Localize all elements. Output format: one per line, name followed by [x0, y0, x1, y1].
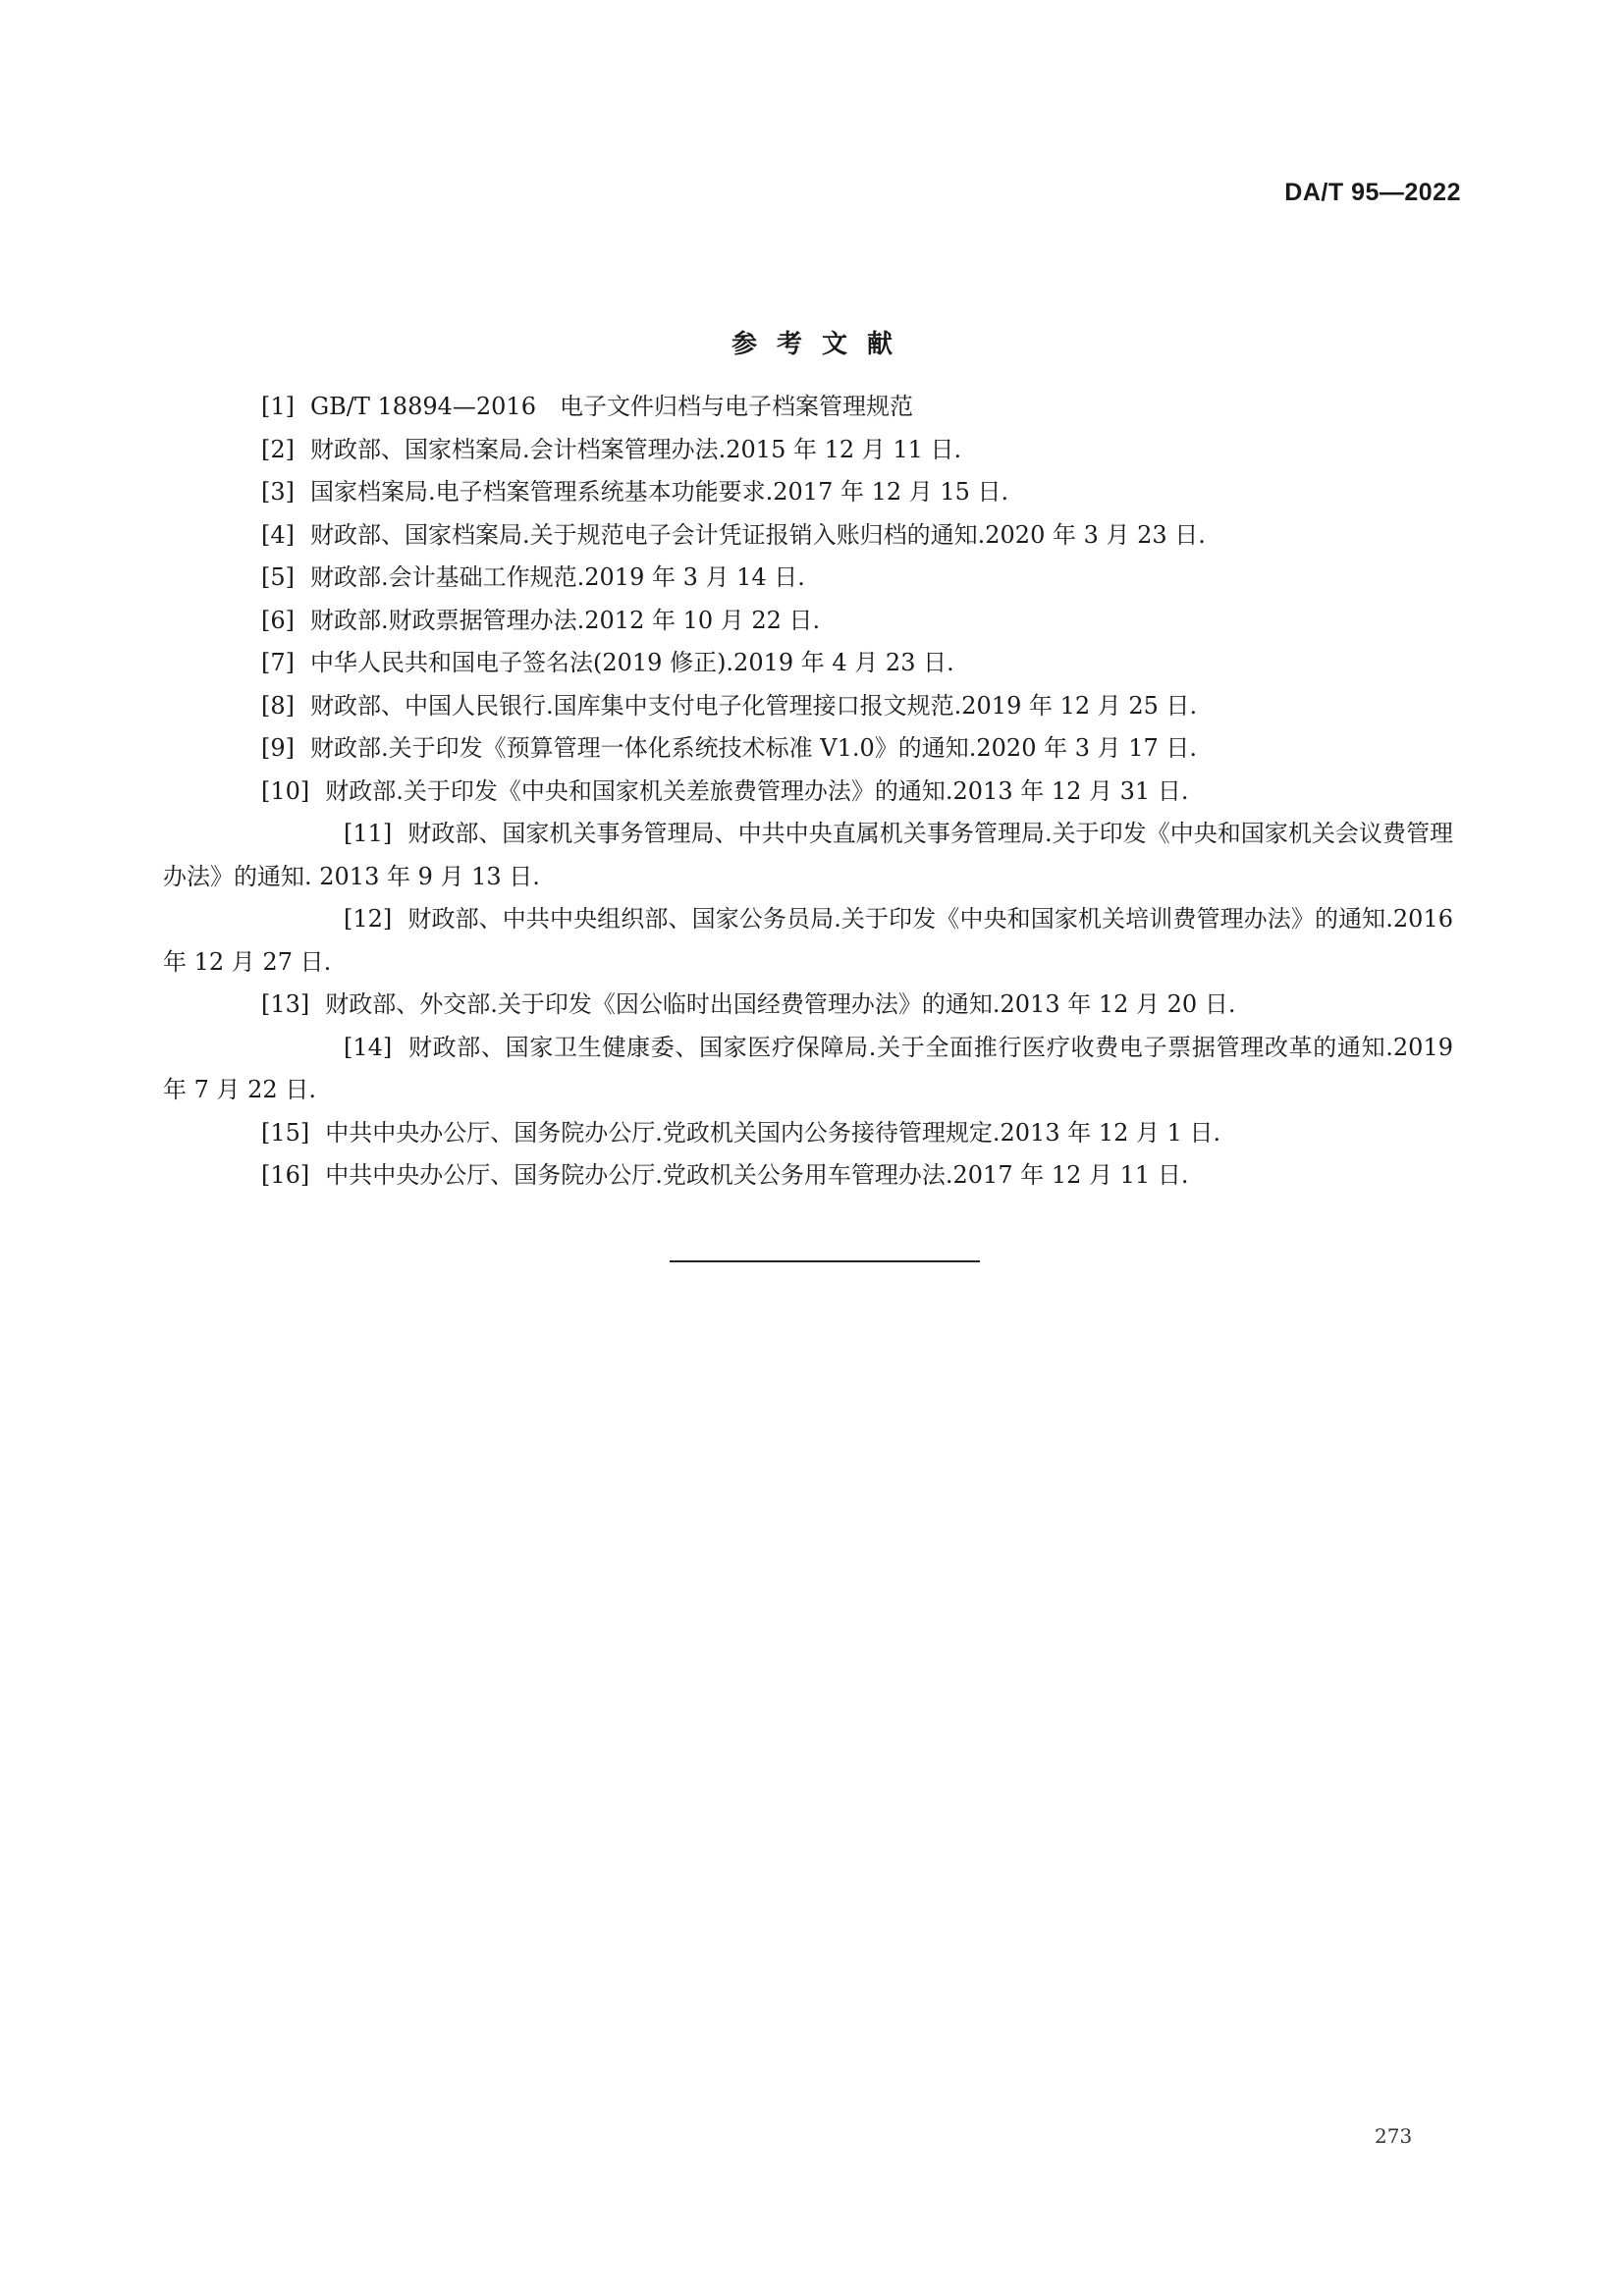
reference-number: [9]	[261, 734, 295, 762]
reference-item	[245, 600, 1453, 643]
section-title: 参考文献	[731, 330, 912, 359]
reference-item	[163, 813, 1453, 898]
reference-text: 中华人民共和国电子签名法(2019 修正).2019 年 4 月 23 日.	[310, 649, 954, 676]
reference-item	[245, 471, 1453, 514]
reference-text: 财政部.财政票据管理办法.2012 年 10 月 22 日.	[310, 606, 821, 634]
reference-text: 中共中央办公厅、国务院办公厅.党政机关公务用车管理办法.2017 年 12 月 11 日.	[325, 1161, 1189, 1189]
reference-number: [11]	[344, 820, 393, 847]
reference-text: 财政部、中国人民银行.国库集中支付电子化管理接口报文规范.2019 年 12 月 25 日.	[310, 691, 1198, 720]
reference-item	[163, 898, 1453, 984]
reference-number: [4]	[261, 520, 295, 549]
reference-number: [7]	[261, 649, 295, 676]
reference-number: [3]	[261, 478, 295, 506]
reference-item	[245, 984, 1453, 1027]
page-number: 273	[1375, 2124, 1413, 2148]
reference-item	[245, 429, 1453, 472]
reference-text: 国家档案局.电子档案管理系统基本功能要求.2017 年 12 月 15 日.	[310, 478, 1009, 506]
reference-item	[245, 727, 1453, 771]
reference-text: 财政部、中共中央组织部、国家公务员局.关于印发《中央和国家机关培训费管理办法》的通知.2016 年 12 月 27 日.	[163, 905, 1453, 976]
reference-item	[245, 557, 1453, 600]
reference-text: GB/T 18894—2016 电子文件归档与电子档案管理规范	[310, 393, 913, 420]
reference-number: [14]	[344, 1033, 393, 1061]
reference-number: [12]	[344, 905, 393, 933]
reference-number: [13]	[261, 990, 310, 1018]
standard-code: DA/T 95—2022	[1284, 179, 1461, 206]
reference-item	[245, 1112, 1453, 1155]
reference-item	[245, 771, 1453, 814]
reference-text: 财政部.关于印发《中央和国家机关差旅费管理办法》的通知.2013 年 12 月 31 日.	[325, 776, 1189, 805]
end-rule	[670, 1260, 980, 1262]
reference-text: 财政部、外交部.关于印发《因公临时出国经费管理办法》的通知.2013 年 12 月 20 日.	[325, 990, 1236, 1018]
reference-text: 财政部、国家机关事务管理局、中共中央直属机关事务管理局.关于印发《中央和国家机关会议费管理办法》的通知. 2013 年 9 月 13 日.	[163, 820, 1453, 890]
reference-number: [5]	[261, 563, 295, 591]
reference-number: [1]	[261, 393, 295, 420]
reference-number: [15]	[261, 1118, 310, 1147]
reference-text: 财政部、国家档案局.关于规范电子会计凭证报销入账归档的通知.2020 年 3 月 23 日.	[310, 520, 1206, 549]
reference-item	[245, 386, 1453, 429]
reference-number: [2]	[261, 435, 295, 463]
reference-text: 财政部、国家卫生健康委、国家医疗保障局.关于全面推行医疗收费电子票据管理改革的通知.2019 年 7 月 22 日.	[163, 1033, 1453, 1103]
reference-number: [8]	[261, 691, 295, 720]
reference-item	[163, 1027, 1453, 1112]
reference-number: [10]	[261, 776, 310, 805]
reference-number: [16]	[261, 1161, 310, 1189]
reference-item	[245, 1154, 1453, 1198]
reference-text: 财政部、国家档案局.会计档案管理办法.2015 年 12 月 11 日.	[310, 435, 962, 463]
reference-text: 中共中央办公厅、国务院办公厅.党政机关国内公务接待管理规定.2013 年 12 月 1 日.	[325, 1118, 1221, 1147]
reference-item	[245, 685, 1453, 728]
reference-text: 财政部.会计基础工作规范.2019 年 3 月 14 日.	[310, 563, 805, 591]
reference-number: [6]	[261, 606, 295, 634]
reference-list	[163, 386, 1453, 1198]
reference-item	[245, 642, 1453, 685]
reference-item	[245, 514, 1453, 558]
reference-text: 财政部.关于印发《预算管理一体化系统技术标准 V1.0》的通知.2020 年 3 月 17 日.	[310, 734, 1198, 762]
